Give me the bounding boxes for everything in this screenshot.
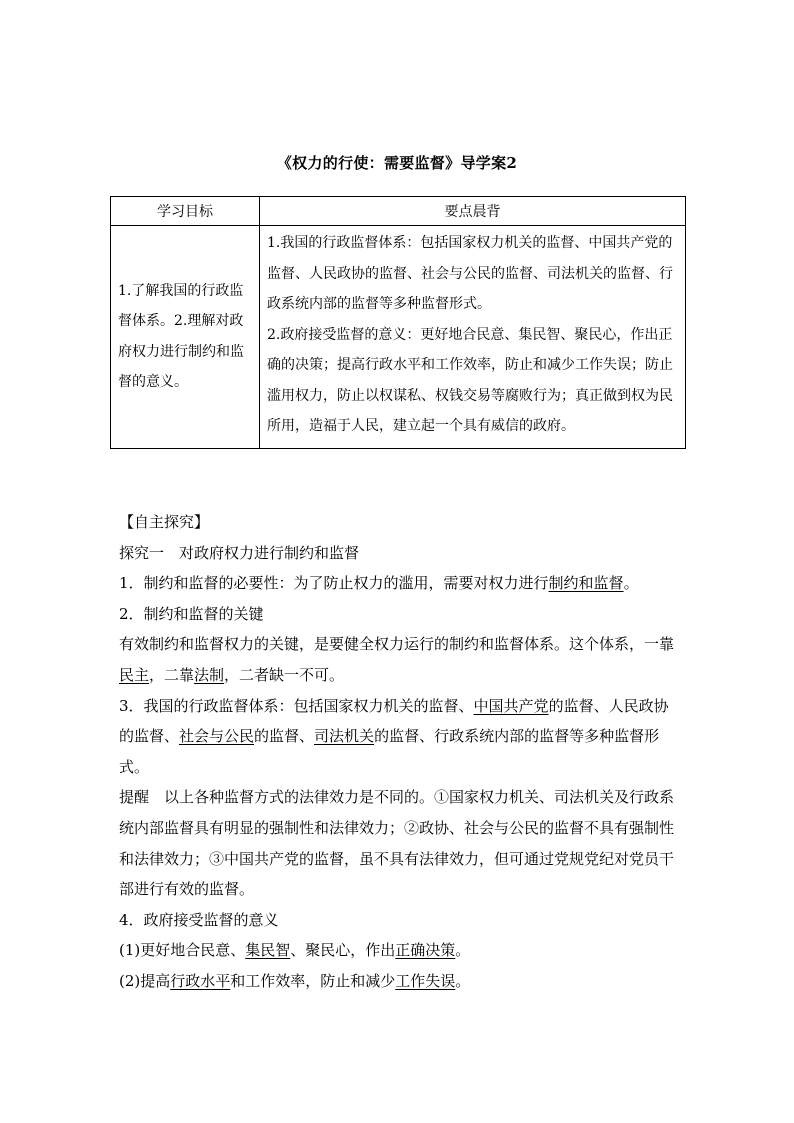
table-header-row (111, 197, 686, 226)
blank-answer: 行政水平 (170, 971, 231, 990)
blank-answer: 制约和监督 (548, 574, 624, 593)
key-point-2: 2.政府接受监督的意义：更好地合民意、集民智、聚民心，作出正确的决策；提高行政水平和工作效率，防止和减少工作失误；防止滥用权力，防止以权谋私、权钱交易等腐败行为；真正做到权为民所用，造福于人民，建立起一个具有威信的政府。 (267, 326, 673, 434)
table-header-goals: 学习目标 (111, 197, 260, 226)
explore-heading: 探究一 对政府权力进行制约和监督 (119, 543, 360, 562)
paragraph-reminder: 提醒 以上各种监督方式的法律效力是不同的。①国家权力机关、司法机关及行政系统内部监督具有明显的强制性和法律效力；②政协、社会与公民的监督不具有强制性和法律效力；③中国共产党的监督，虽不具有法律效力，但可通过党规党纪对党员干部进行有效的监督。 (119, 788, 675, 899)
section-title: 【自主探究】 (119, 513, 210, 531)
paragraph-meaning-2: (2)提高行政水平和工作效率，防止和减少工作失误。 (119, 971, 471, 990)
paragraph-key: 有效制约和监督权力的关键，是要健全权力运行的制约和监督体系。这个体系，一靠民主，二靠法制，二者缺一不可。 (119, 635, 675, 684)
paragraph-meaning-heading: 4．政府接受监督的意义 (119, 910, 279, 929)
blank-answer: 民主 (119, 665, 150, 684)
blank-answer: 中国共产党 (473, 696, 549, 715)
page-title: 《权力的行使：需要监督》导学案2 (276, 154, 518, 172)
blank-answer: 法制 (194, 665, 225, 684)
table-row (111, 226, 686, 449)
blank-answer: 工作失误 (395, 971, 456, 990)
blank-answer: 正确决策 (395, 941, 456, 960)
blank-answer: 集民智 (245, 941, 291, 960)
paragraph-necessity: 1．制约和监督的必要性：为了防止权力的滥用，需要对权力进行制约和监督。 (119, 574, 639, 593)
key-points-cell (260, 226, 686, 449)
paragraph-key-heading: 2．制约和监督的关键 (119, 604, 264, 623)
blank-answer: 司法机关 (314, 727, 375, 746)
blank-answer: 社会与公民 (179, 727, 255, 746)
paragraph-meaning-1: (1)更好地合民意、集民智、聚民心，作出正确决策。 (119, 941, 471, 960)
main-content (119, 507, 681, 997)
table-header-key-points: 要点晨背 (260, 197, 686, 226)
goals-table (110, 196, 686, 449)
key-point-1: 1.我国的行政监督体系：包括国家权力机关的监督、中国共产党的监督、人民政协的监督、社会与公民的监督、司法机关的监督、行政系统内部的监督等多种监督形式。 (267, 235, 673, 312)
paragraph-system: 3．我国的行政监督体系：包括国家权力机关的监督、中国共产党的监督、人民政协的监督、社会与公民的监督、司法机关的监督、行政系统内部的监督等多种监督形式。 (119, 696, 669, 776)
learning-goals-cell: 1.了解我国的行政监督体系。2.理解对政府权力进行制约和监督的意义。 (111, 226, 260, 449)
